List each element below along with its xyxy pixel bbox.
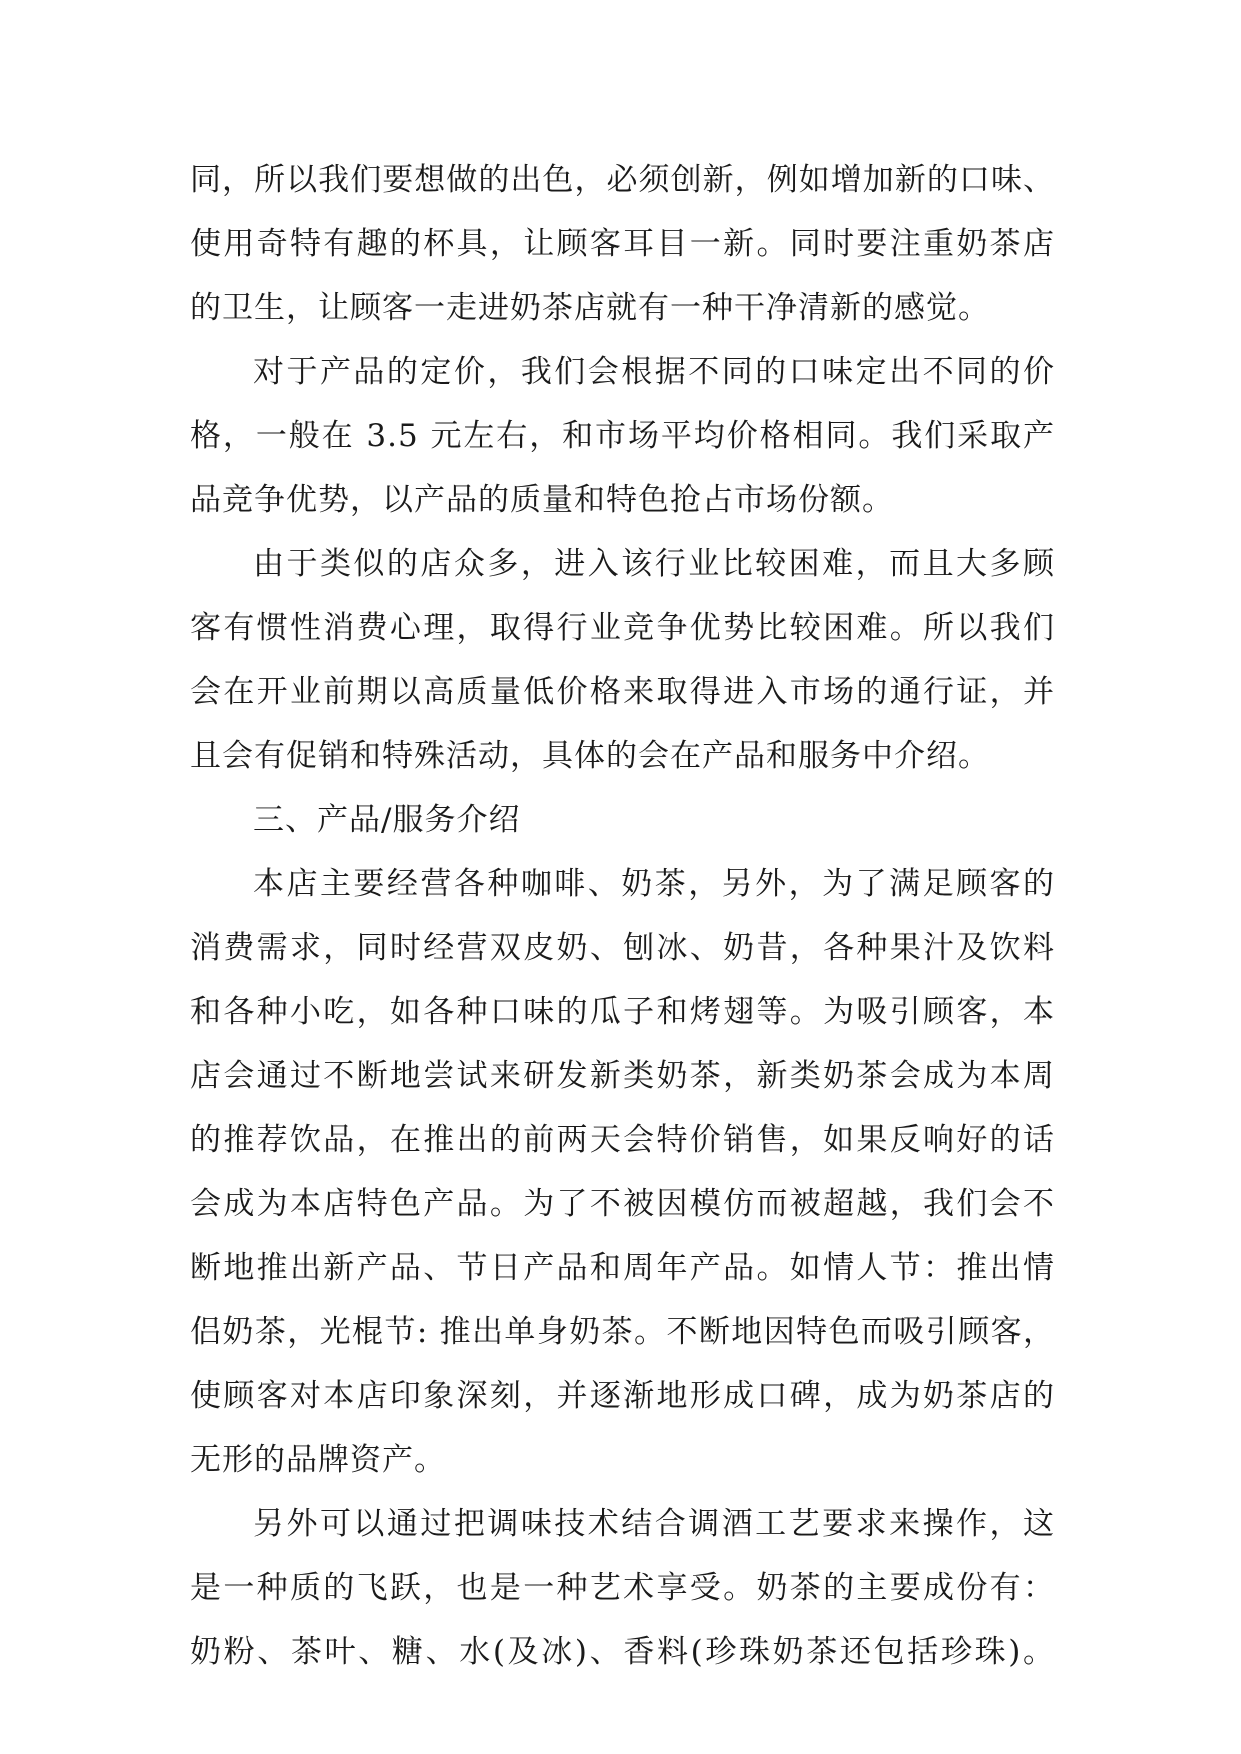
text-line: 客有惯性消费心理，取得行业竞争优势比较困难。所以我们	[190, 610, 1055, 646]
section-heading: 三、产品/服务介绍	[253, 802, 521, 838]
text-line: 和各种小吃，如各种口味的瓜子和烤翅等。为吸引顾客，本	[190, 994, 1055, 1030]
document-body	[190, 148, 1055, 1684]
text-line: 的推荐饮品，在推出的前两天会特价销售，如果反响好的话	[190, 1122, 1055, 1158]
text-line: 格，一般在 3.5 元左右，和市场平均价格相同。我们采取产	[190, 418, 1055, 454]
text-line: 品竞争优势，以产品的质量和特色抢占市场份额。	[190, 482, 894, 518]
text-line: 奶粉、茶叶、糖、水(及冰)、香料(珍珠奶茶还包括珍珠)。	[190, 1634, 1055, 1670]
text-line: 会在开业前期以高质量低价格来取得进入市场的通行证，并	[190, 674, 1055, 710]
text-line: 会成为本店特色产品。为了不被因模仿而被超越，我们会不	[190, 1186, 1055, 1222]
text-line: 本店主要经营各种咖啡、奶茶，另外，为了满足顾客的	[253, 866, 1055, 902]
text-line: 的卫生，让顾客一走进奶茶店就有一种干净清新的感觉。	[190, 290, 990, 326]
text-line: 侣奶茶，光棍节: 推出单身奶茶。不断地因特色而吸引顾客，	[190, 1314, 1055, 1350]
text-line: 店会通过不断地尝试来研发新类奶茶，新类奶茶会成为本周	[190, 1058, 1055, 1094]
text-line: 消费需求，同时经营双皮奶、刨冰、奶昔，各种果汁及饮料	[190, 930, 1055, 966]
text-line: 另外可以通过把调味技术结合调酒工艺要求来操作，这	[253, 1506, 1055, 1542]
text-line: 且会有促销和特殊活动，具体的会在产品和服务中介绍。	[190, 738, 990, 774]
text-line: 由于类似的店众多，进入该行业比较困难，而且大多顾	[253, 546, 1055, 582]
text-line: 使顾客对本店印象深刻，并逐渐地形成口碑，成为奶茶店的	[190, 1378, 1055, 1414]
text-line: 断地推出新产品、节日产品和周年产品。如情人节：推出情	[190, 1250, 1055, 1286]
text-line: 使用奇特有趣的杯具，让顾客耳目一新。同时要注重奶茶店	[190, 226, 1055, 262]
text-line: 是一种质的飞跃，也是一种艺术享受。奶茶的主要成份有：	[190, 1570, 1055, 1606]
text-line: 无形的品牌资产。	[190, 1442, 446, 1478]
text-line: 对于产品的定价，我们会根据不同的口味定出不同的价	[253, 354, 1055, 390]
text-line: 同，所以我们要想做的出色，必须创新，例如增加新的口味、	[190, 162, 1055, 198]
